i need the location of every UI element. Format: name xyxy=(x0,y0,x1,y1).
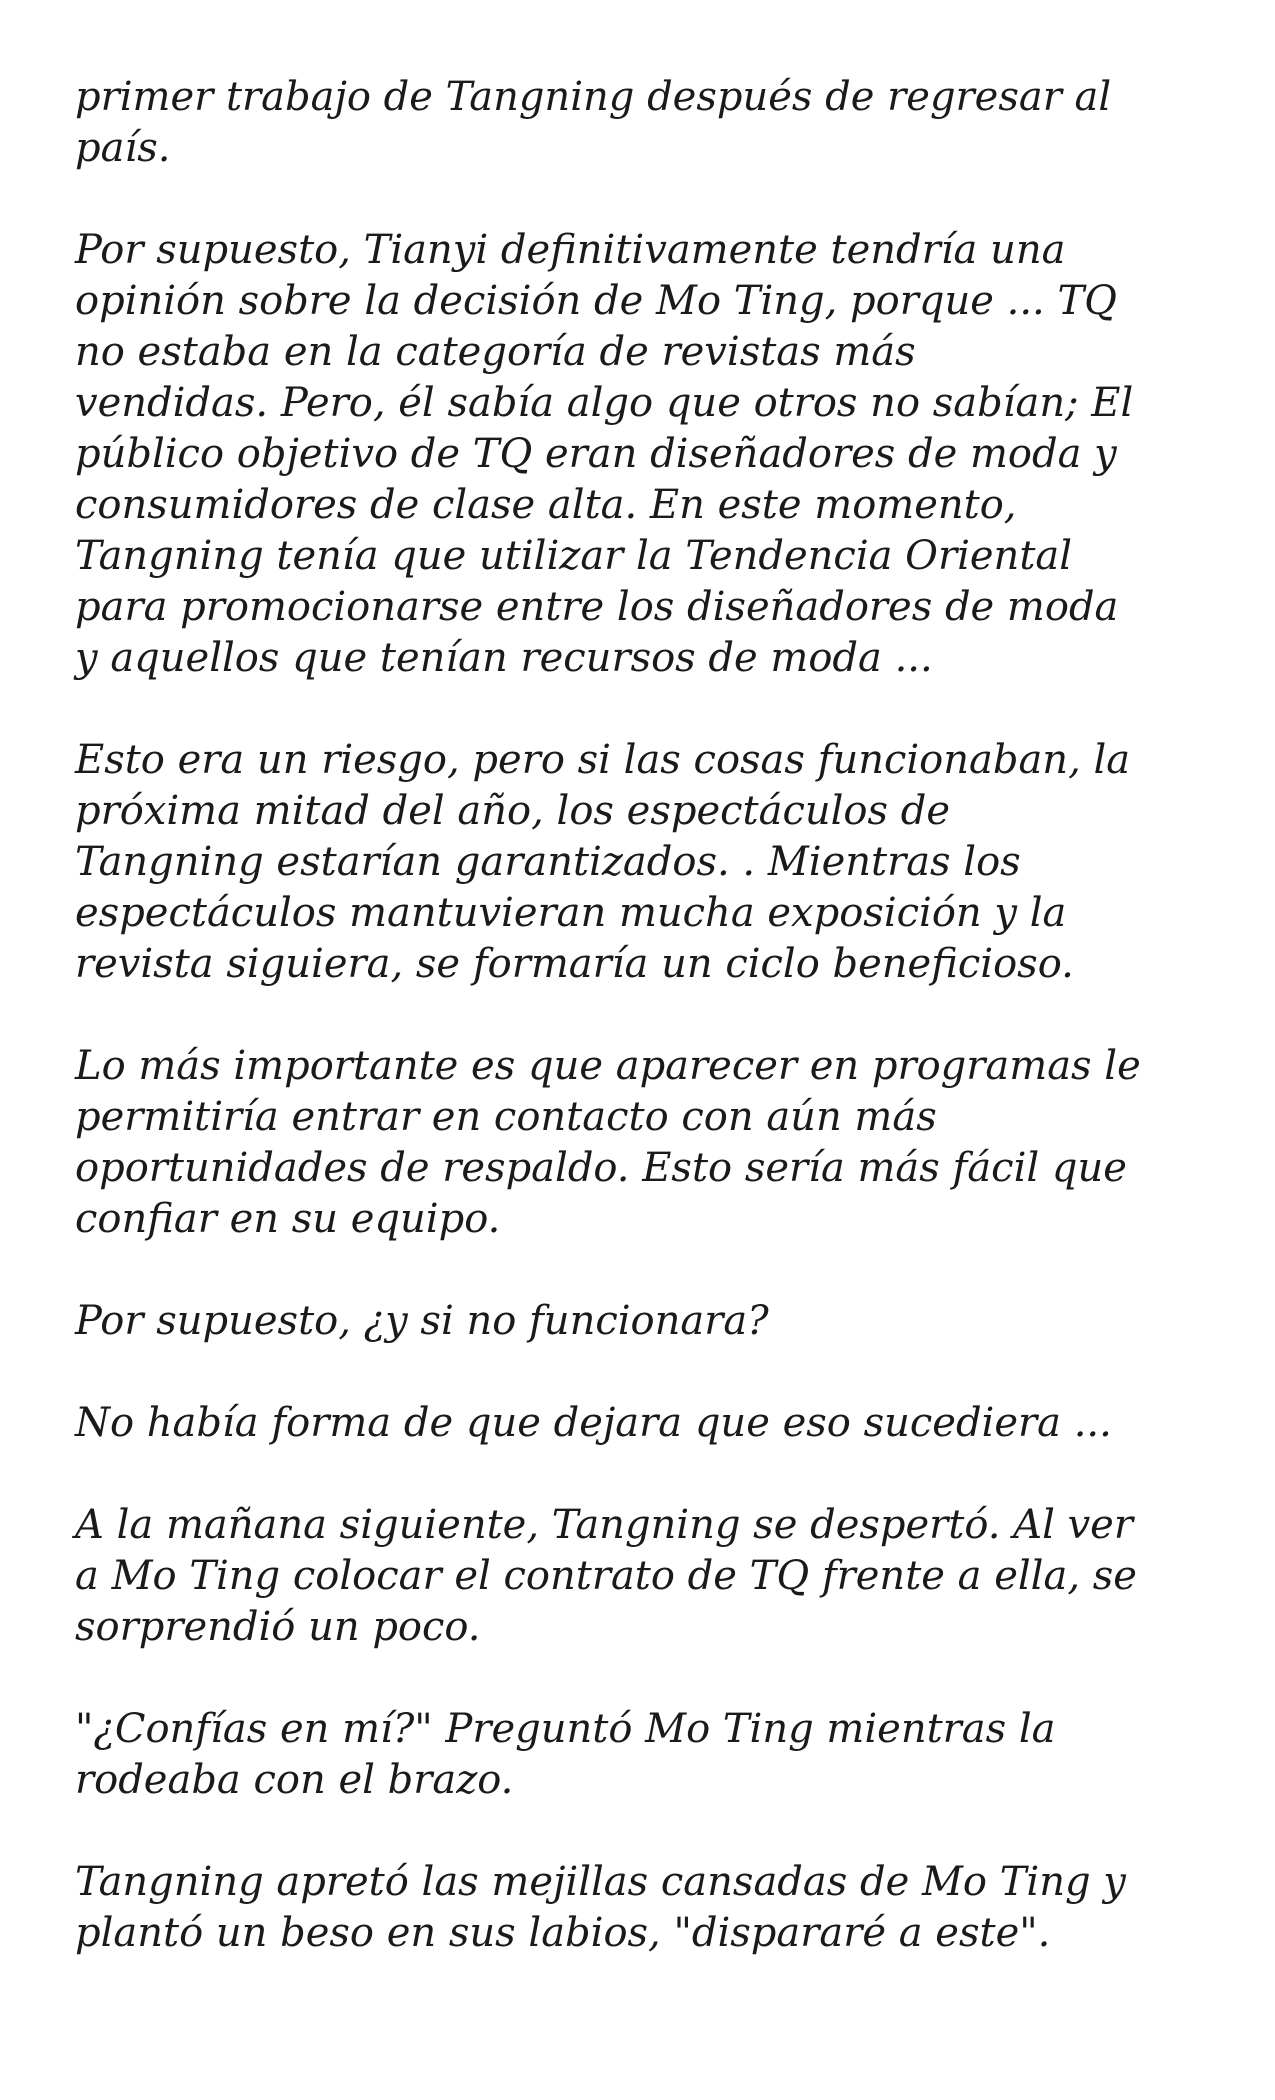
paragraph-5: Por supuesto, ¿y si no funcionara? xyxy=(75,1298,769,1344)
paragraph-9: Tangning apretó las mejillas cansadas de Mo Ting y plantó un beso en sus labios, "dispararé a este". xyxy=(75,1859,1126,1956)
paragraph-1: primer trabajo de Tangning después de regresar al país. xyxy=(75,74,1112,171)
story-text xyxy=(75,72,1215,2010)
paragraph-7: A la mañana siguiente, Tangning se despertó. Al ver a Mo Ting colocar el contrato de TQ frente a ella, se sorprendió un poco. xyxy=(75,1502,1137,1650)
paragraph-6: No había forma de que dejara que eso sucediera ... xyxy=(75,1400,1112,1446)
paragraph-4: Lo más importante es que aparecer en programas le permitiría entrar en contacto con aún más oportunidades de respaldo. Esto sería más fácil que confiar en su equipo. xyxy=(75,1043,1141,1242)
paragraph-8: "¿Confías en mí?" Preguntó Mo Ting mientras la rodeaba con el brazo. xyxy=(75,1706,1056,1803)
paragraph-2: Por supuesto, Tianyi definitivamente tendría una opinión sobre la decisión de Mo Ting, porque ... TQ no estaba en la categoría de revistas más vendidas. Pero, él sabía algo que otros no sabían; El público objetivo de TQ eran diseñadores de moda y consumidores de clase alta. En este momento, Tangning tenía que utilizar la Tendencia Oriental para promocionarse entre los diseñadores de moda y aquellos que tenían recursos de moda ... xyxy=(75,227,1134,681)
paragraph-3: Esto era un riesgo, pero si las cosas funcionaban, la próxima mitad del año, los espectáculos de Tangning estarían garantizados. . Mientras los espectáculos mantuvieran mucha exposición y la revista siguiera, se formaría un ciclo beneficioso. xyxy=(75,737,1131,987)
